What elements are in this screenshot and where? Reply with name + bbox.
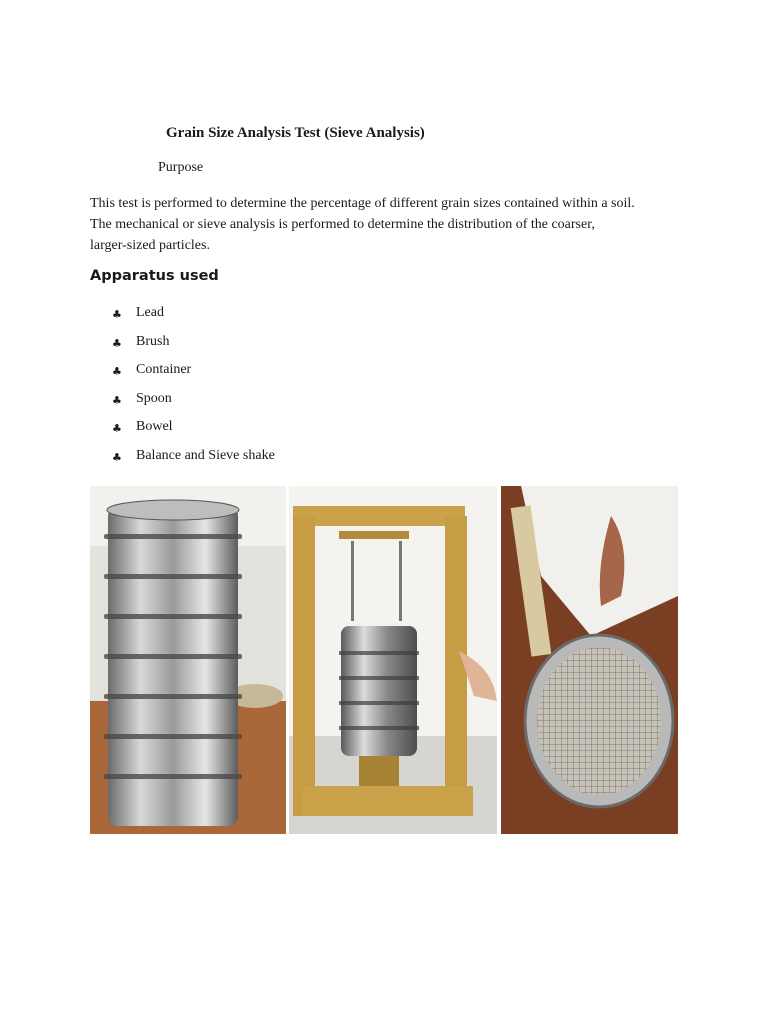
list-item: ♣ Lead bbox=[112, 305, 164, 321]
list-item: ♣ Bowel bbox=[112, 419, 173, 436]
stacked-sieves-photo bbox=[90, 486, 286, 834]
sieve-pan-photo bbox=[501, 486, 678, 834]
paragraph-line: larger-sized particles. bbox=[90, 238, 210, 253]
purpose-label: Purpose bbox=[158, 160, 204, 175]
club-bullet-icon: ♣ bbox=[112, 336, 122, 350]
paragraph-line: This test is performed to determine the percentage of different grain sizes contained within a soil. bbox=[90, 196, 635, 211]
sieve-shaker-photo bbox=[289, 486, 497, 834]
club-bullet-icon: ♣ bbox=[112, 308, 122, 321]
paragraph-line: The mechanical or sieve analysis is performed to determine the distribution of the coarser, bbox=[90, 217, 595, 232]
apparatus-heading: Apparatus used bbox=[90, 268, 219, 284]
document-title: Grain Size Analysis Test (Sieve Analysis) bbox=[166, 125, 425, 141]
apparatus-photos bbox=[90, 486, 678, 834]
club-bullet-icon: ♣ bbox=[112, 422, 122, 436]
club-bullet-icon: ♣ bbox=[112, 393, 122, 407]
list-item: ♣ Container bbox=[112, 362, 192, 379]
list-item: ♣ Balance and Sieve shake bbox=[112, 447, 275, 464]
club-bullet-icon: ♣ bbox=[112, 450, 122, 464]
purpose-paragraph bbox=[90, 193, 690, 256]
apparatus-list bbox=[112, 305, 275, 477]
list-item: ♣ Spoon bbox=[112, 390, 172, 407]
club-bullet-icon: ♣ bbox=[112, 365, 122, 379]
list-item: ♣ Brush bbox=[112, 333, 170, 350]
